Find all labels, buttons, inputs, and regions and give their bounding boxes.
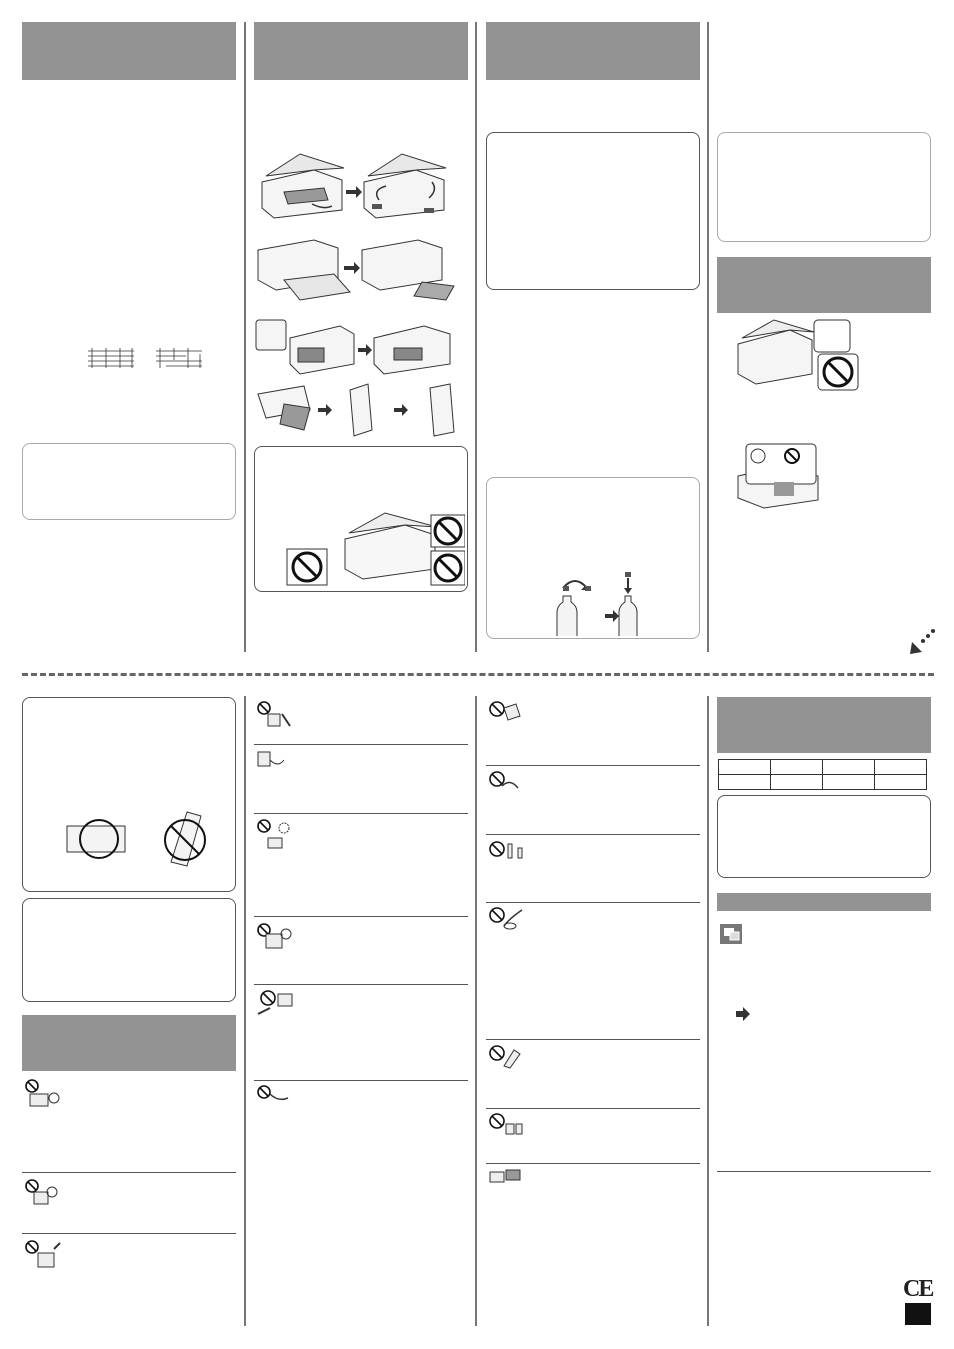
- column-divider-5: [475, 696, 477, 1326]
- printer-illustration-rear-cover: [254, 380, 464, 440]
- note-box-col4: [717, 132, 931, 242]
- printer-illustration-tray: [254, 236, 464, 302]
- note-box-bottom: [22, 898, 236, 1002]
- separator: [22, 1172, 236, 1173]
- prohibited-icon: [256, 1084, 296, 1108]
- section-header-safety: [22, 1015, 236, 1071]
- prohibited-icon: [24, 1239, 64, 1271]
- energy-star-logo: [905, 1303, 931, 1325]
- right-arrow-icon: [736, 1007, 750, 1021]
- separator: [254, 1080, 468, 1081]
- separator: [486, 1039, 700, 1040]
- prohibited-icon: [256, 988, 296, 1018]
- prohibited-icon: [256, 700, 296, 730]
- separator: [486, 1108, 700, 1109]
- nozzle-check-pattern: [88, 348, 134, 368]
- section-header-1: [22, 22, 236, 80]
- section-header-3: [486, 22, 700, 80]
- separator: [486, 834, 700, 835]
- separator: [486, 1163, 700, 1164]
- prohibited-icon: [488, 906, 528, 932]
- prohibited-icon: [488, 1112, 528, 1138]
- ink-bottle-icon: [543, 570, 643, 636]
- caution-box-bottom: [22, 697, 236, 892]
- computer-icon: [720, 924, 742, 944]
- section-header-4: [717, 257, 931, 313]
- printer-icon: [488, 1168, 524, 1184]
- ink-bottle-note-box: [486, 477, 700, 639]
- printer-illustration-ink-refill: [734, 442, 824, 510]
- printer-illustration-ink-tank: [734, 318, 860, 392]
- separator: [486, 765, 700, 766]
- column-divider-2: [475, 22, 477, 652]
- section-header-help: [717, 893, 931, 911]
- separator: [254, 984, 468, 985]
- printer-illustration-do-not-touch: [285, 509, 465, 589]
- prohibited-icon: [488, 700, 528, 726]
- table-row: [719, 775, 927, 790]
- table-row: [719, 760, 927, 775]
- prohibited-icon: [256, 818, 296, 852]
- spec-table: [718, 759, 927, 790]
- separator: [254, 916, 468, 917]
- separator: [717, 1171, 931, 1172]
- prohibited-icon: [488, 1044, 528, 1070]
- prohibited-icon: [256, 922, 296, 952]
- printer-illustration-rear-unit: [254, 318, 464, 378]
- caution-box: [254, 446, 468, 592]
- prohibited-icon: [24, 1178, 64, 1208]
- column-divider-6: [707, 696, 709, 1326]
- cut-line: [22, 673, 934, 676]
- prohibited-icon: [24, 1078, 64, 1112]
- separator: [254, 744, 468, 745]
- column-divider-3: [707, 22, 709, 652]
- note-box: [22, 443, 236, 520]
- nozzle-check-pattern-faulty: [156, 348, 202, 368]
- column-divider-1: [244, 22, 246, 652]
- note-box-specs: [717, 795, 931, 878]
- prohibited-icon: [488, 840, 528, 864]
- plug-icon: [256, 750, 286, 770]
- prohibited-icon: [488, 770, 528, 794]
- separator: [254, 813, 468, 814]
- column-divider-4: [244, 696, 246, 1326]
- section-header-specs: [717, 697, 931, 753]
- dotted-arrow-icon: [908, 628, 936, 656]
- ink-bottle-prohibited-icon: [161, 802, 211, 868]
- important-box: [486, 132, 700, 290]
- ink-bottle-upright-icon: [65, 818, 127, 860]
- separator: [486, 902, 700, 903]
- printer-illustration-scanner-open: [254, 152, 464, 222]
- section-header-2: [254, 22, 468, 80]
- separator: [22, 1233, 236, 1234]
- ce-mark: CE: [903, 1276, 933, 1302]
